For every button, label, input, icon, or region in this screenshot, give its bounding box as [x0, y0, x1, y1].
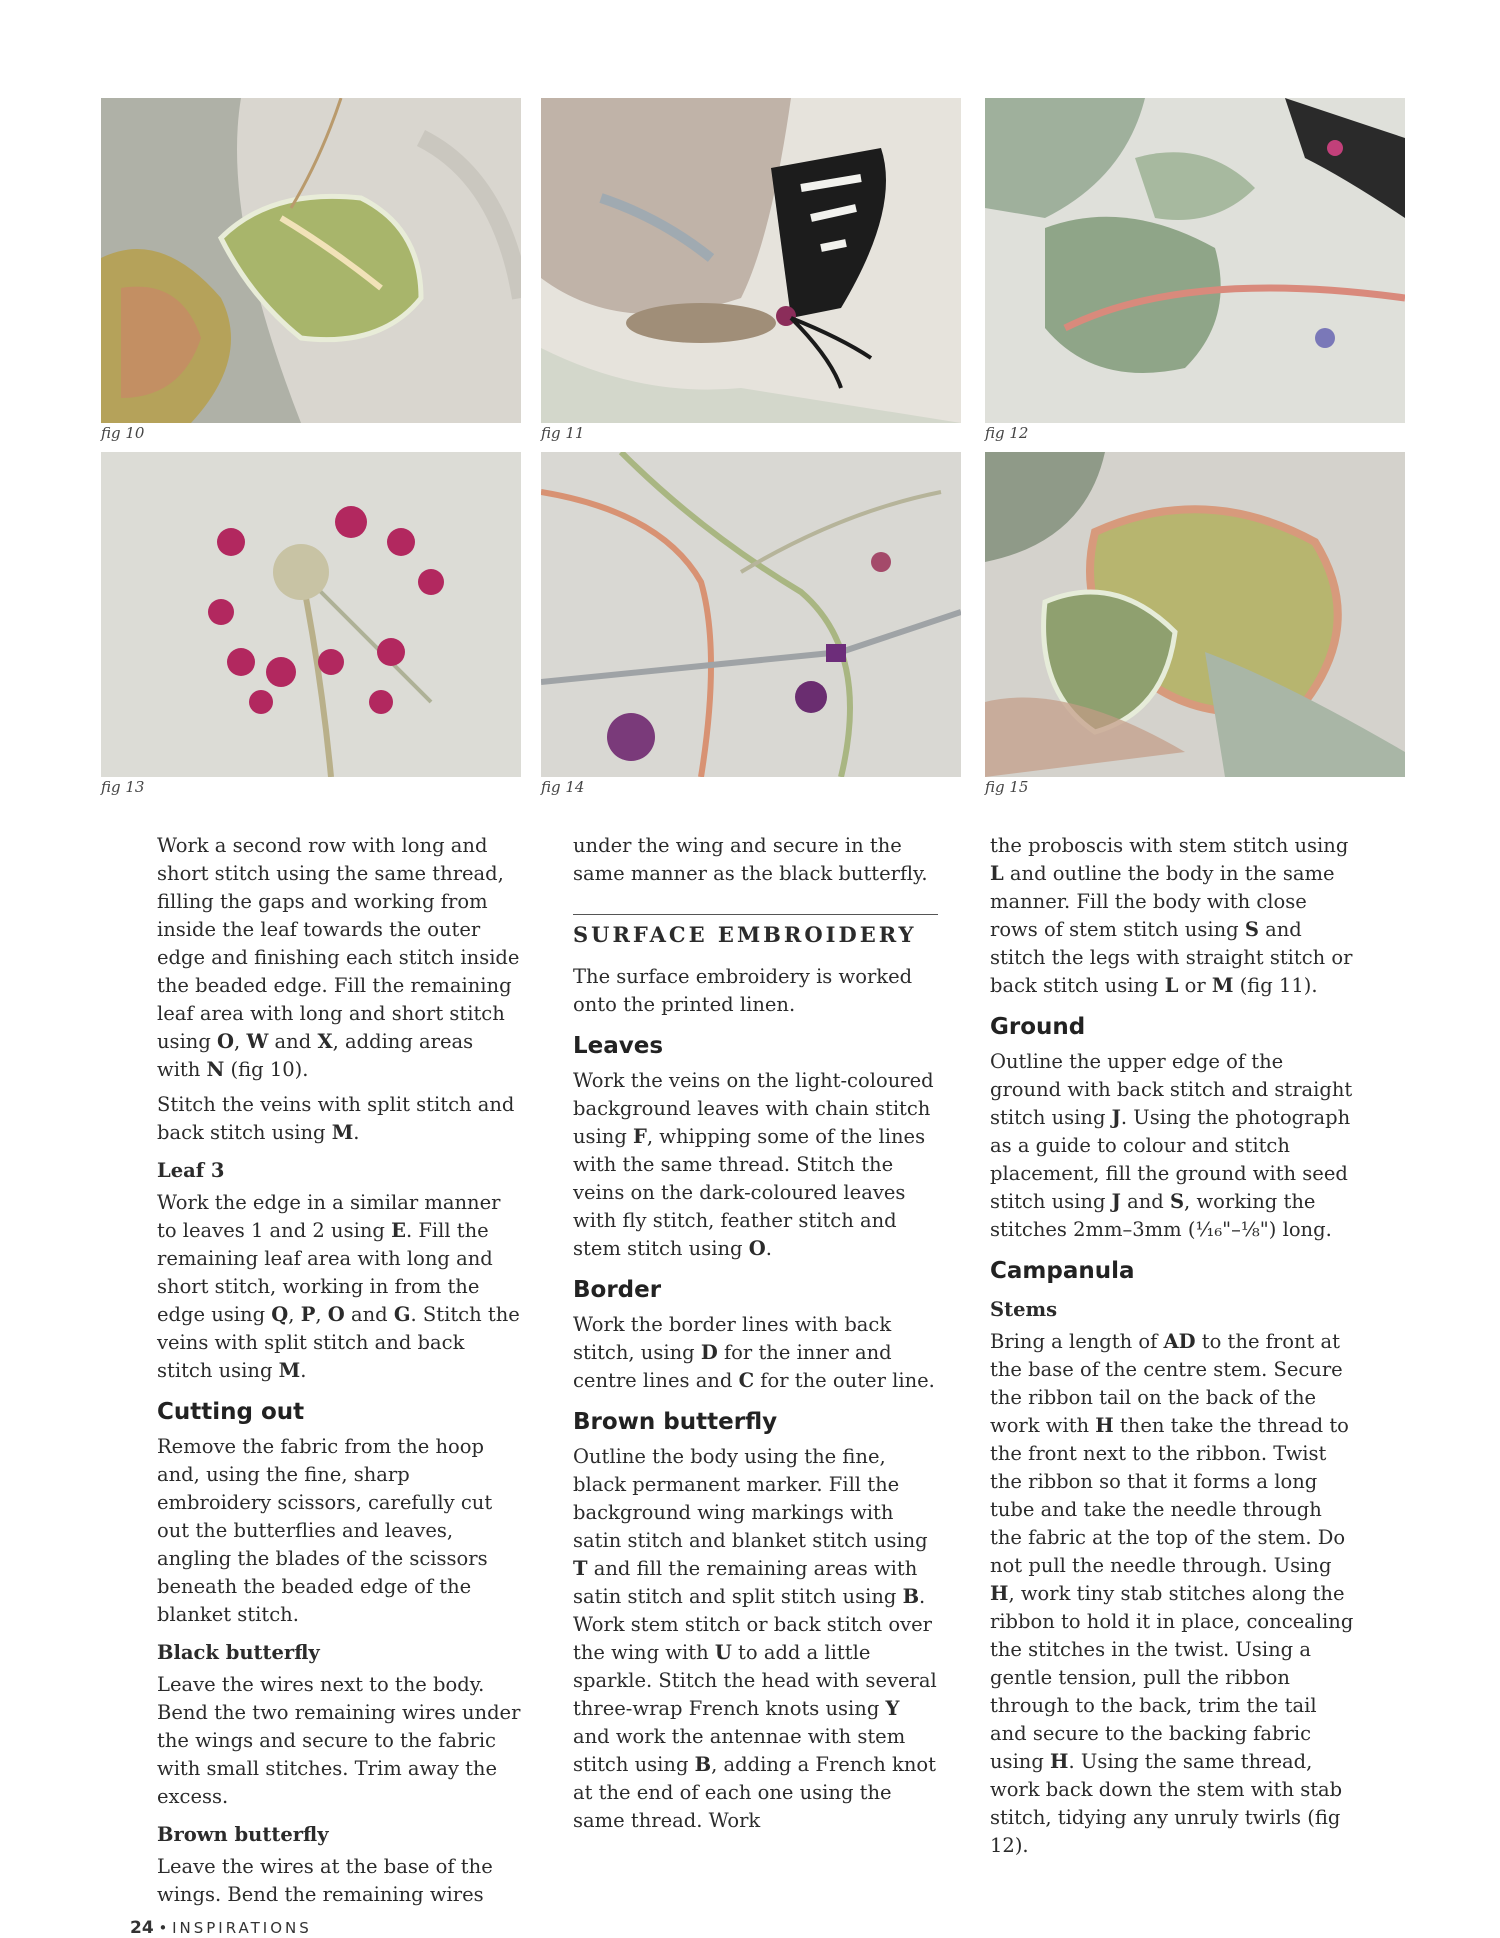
- fig-14-photo: [541, 452, 961, 777]
- section-divider: [573, 914, 938, 949]
- fig-caption: fig 10: [101, 424, 145, 442]
- paragraph: the proboscis with stem stitch using L and outline the body in the same manner. Fill the body with close rows of stem stitch using S and stitch the legs with straight stitch or back stitch using L or M (fig 11).: [990, 834, 1353, 997]
- fig-12-photo: [985, 98, 1405, 423]
- section-heading: SURFACE EMBROIDERY: [573, 922, 917, 947]
- fig-10-photo: [101, 98, 521, 423]
- fig-caption: fig 12: [985, 424, 1029, 442]
- heading-brown-butterfly: Brown butterfly: [573, 1409, 778, 1435]
- needle-stem-photo: [541, 452, 961, 777]
- heading-border: Border: [573, 1277, 662, 1303]
- paragraph: Outline the upper edge of the ground with back stitch and straight stitch using J. Using the photograph as a guide to colour and stitch placement, fill the ground with seed stitch using J and S, working the stitches 2mm–3mm (¹⁄₁₆"–⅛") long.: [990, 1050, 1353, 1241]
- campanula-stem-photo: [985, 98, 1405, 423]
- paragraph: Bring a length of AD to the front at the base of the centre stem. Secure the ribbon tail on the back of the work with H then take the thread to the front next to the ribbon. Twist the ribbon so that it forms a long tube and take the needle through the fabric at the top of the stem. Do not pull the needle through. Using H, work tiny stab stitches along the ribbon to hold it in place, concealing the stitches in the twist. Using a gentle tension, pull the ribbon through to the back, trim the tail and secure to the backing fabric using H. Using the same thread, work back down the stem with stab stitch, tidying any unruly twirls (fig 12).: [990, 1330, 1354, 1857]
- paragraph: Outline the body using the fine, black permanent marker. Fill the background wing markings with satin stitch and blanket stitch using T and fill the remaining areas with satin stitch and split stitch using B. Work stem stitch or back stitch over the wing with U to add a little sparkle. Stitch the head with several three-wrap French knots using Y and work the antennae with stem stitch using B, adding a French knot at the end of each one using the same thread. Work: [573, 1445, 937, 1832]
- page-footer: [130, 1918, 312, 1938]
- paragraph: Leave the wires next to the body. Bend the two remaining wires under the wings and secure to the fabric with small stitches. Trim away the excess.: [157, 1673, 521, 1808]
- subheading-brown-butterfly: Brown butterfly: [157, 1823, 329, 1846]
- paragraph: Remove the fabric from the hoop and, using the fine, sharp embroidery scissors, carefully cut out the butterflies and leaves, angling the blades of the scissors beneath the beaded edge of the blanket stitch.: [157, 1435, 493, 1626]
- footer-separator: •: [158, 1919, 168, 1937]
- fig-caption: fig 14: [541, 778, 585, 796]
- heading-leaves: Leaves: [573, 1033, 664, 1059]
- heading-ground: Ground: [990, 1014, 1086, 1040]
- text-column-1: [157, 832, 522, 1909]
- fig-15-photo: [985, 452, 1405, 777]
- text-column-2: [573, 832, 938, 1835]
- leaves-embroidery-photo: [985, 452, 1405, 777]
- subheading-stems: Stems: [990, 1298, 1058, 1321]
- paragraph: Stitch the veins with split stitch and back stitch using M.: [157, 1093, 515, 1144]
- text-column-3: [990, 832, 1355, 1860]
- paragraph: Work a second row with long and short stitch using the same thread, filling the gaps and working from inside the leaf towards the outer edge and finishing each stitch inside the beaded edge. Fill the remaining leaf area with long and short stitch using O, W and X, adding areas with N (fig 10).: [157, 834, 520, 1081]
- fig-13-photo: [101, 452, 521, 777]
- fig-11-photo: [541, 98, 961, 423]
- magazine-name: INSPIRATIONS: [172, 1919, 312, 1937]
- fig-caption: fig 11: [541, 424, 585, 442]
- fig-caption: fig 13: [101, 778, 145, 796]
- paragraph: The surface embroidery is worked onto the printed linen.: [573, 965, 913, 1016]
- leaf-embroidery-photo: [101, 98, 521, 423]
- heading-cutting-out: Cutting out: [157, 1399, 305, 1425]
- page-number: 24: [130, 1918, 154, 1938]
- subheading-leaf-3: Leaf 3: [157, 1159, 225, 1182]
- heading-campanula: Campanula: [990, 1258, 1135, 1284]
- paragraph: Leave the wires at the base of the wings. Bend the remaining wires: [157, 1855, 493, 1906]
- fig-caption: fig 15: [985, 778, 1029, 796]
- paragraph: under the wing and secure in the same manner as the black butterfly.: [573, 834, 928, 885]
- paragraph: Work the veins on the light-coloured background leaves with chain stitch using F, whipping some of the lines with the same thread. Stitch the veins on the dark-coloured leaves with fly stitch, feather stitch and stem stitch using O.: [573, 1069, 934, 1260]
- butterfly-embroidery-photo: [541, 98, 961, 423]
- flower-cluster-photo: [101, 452, 521, 777]
- paragraph: Work the border lines with back stitch, using D for the inner and centre lines and C for the outer line.: [573, 1313, 935, 1392]
- paragraph: Work the edge in a similar manner to leaves 1 and 2 using E. Fill the remaining leaf area with long and short stitch, working in from the edge using Q, P, O and G. Stitch the veins with split stitch and back stitch using M.: [157, 1191, 520, 1382]
- subheading-black-butterfly: Black butterfly: [157, 1641, 320, 1664]
